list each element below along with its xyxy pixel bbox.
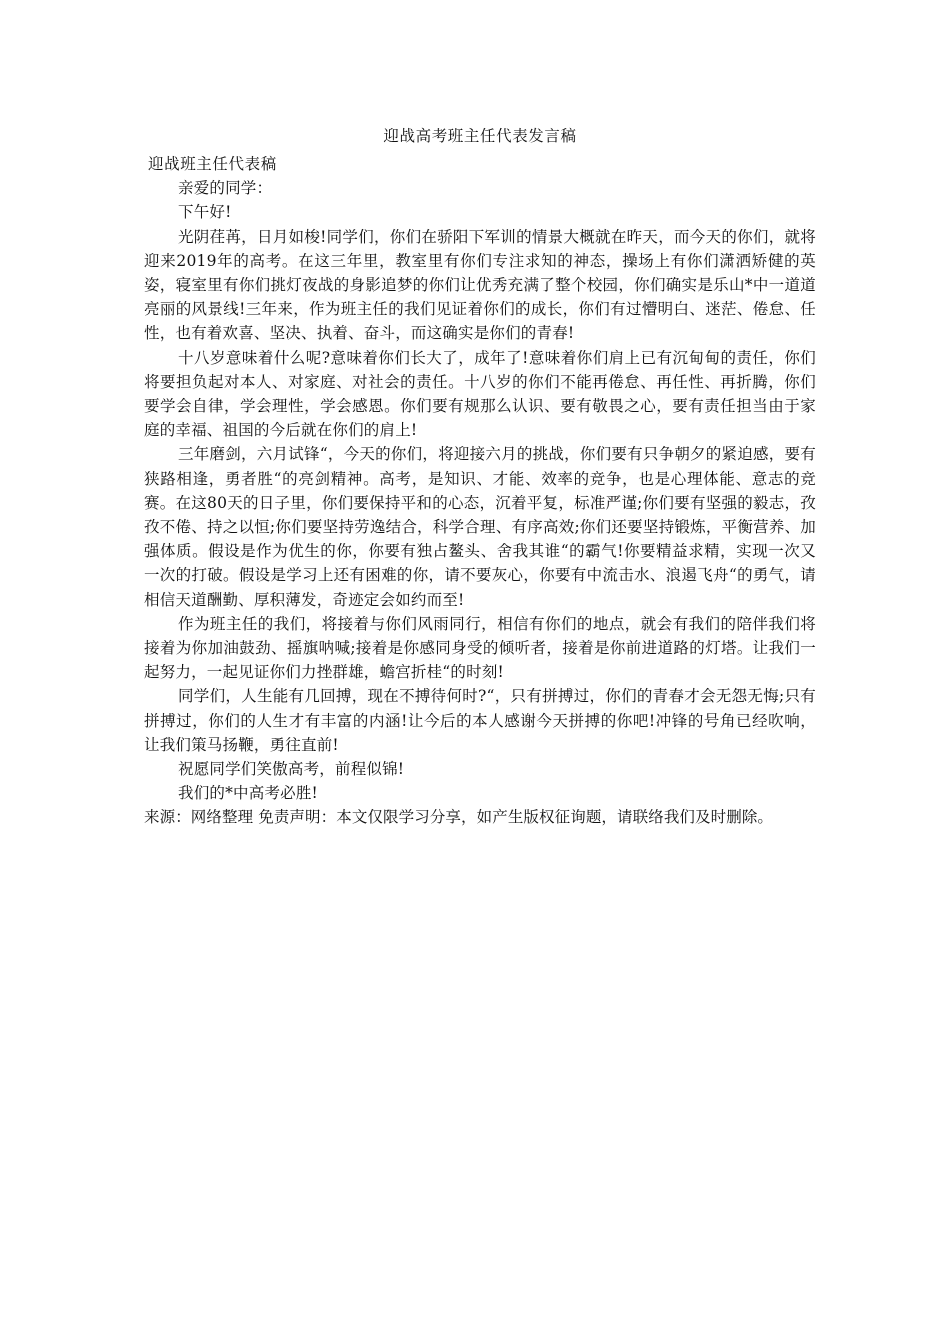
document-title: 迎战高考班主任代表发言稿 [383, 127, 577, 145]
paragraph-three-years: 三年磨剑，六月试锋“，今天的你们，将迎接六月的挑战，你们要有只争朝夕的紧迫感，要有狭路相逢，勇者胜“的亮剑精神。高考，是知识、才能、效率的竞争，也是心理体能、意志的竞赛。在这80天的日子里，你们要保持平和的心态，沉着平复，标准严谨;你们要有坚强的毅志，孜孜不倦、持之以恒;你们要坚持劳逸结合，科学合理、有序高效;你们还要坚持锻炼，平衡营养、加强体质。假设是作为优生的你，你要有独占鳌头、舍我其谁“的霸气!你要精益求精，实现一次又一次的打破。假设是学习上还有困难的你，请不要灰心，你要有中流击水、浪遏飞舟“的勇气，请相信天道酬勤、厚积薄发，奇迹定会如约而至! [144, 445, 816, 609]
source-disclaimer: 来源：网络整理 免责声明：本文仅限学习分享，如产生版权征询题，请联络我们及时删除。 [144, 808, 774, 827]
paragraph-teachers: 作为班主任的我们，将接着与你们风雨同行，相信有你们的地点，就会有我们的陪伴我们将接着为你加油鼓劲、摇旗呐喊;接着是你感同身受的倾听者，接着是你前进道路的灯塔。让我们一起努力，一起见证你们力挫群雄，蟾宫折桂“的时刻! [144, 614, 816, 682]
paragraph-wishes: 祝愿同学们笑傲高考，前程似锦! [178, 760, 405, 779]
paragraph-eighteen: 十八岁意味着什么呢?意味着你们长大了，成年了!意味着你们肩上已有沉甸甸的责任，你们将要担负起对本人、对家庭、对社会的责任。十八岁的你们不能再倦怠、再任性、再折腾，你们要学会自律，学会理性，学会感恩。你们要有规那么认识、要有敬畏之心，要有责任担当由于家庭的幸福、祖国的今后就在你们的肩上! [144, 348, 816, 440]
paragraph-students: 同学们，人生能有几回搏，现在不搏待何时?“，只有拼搏过，你们的青春才会无怨无悔;只有拼搏过，你们的人生才有丰富的内涵!让今后的本人感谢今天拼搏的你吧!冲锋的号角已经吹响，让我们策马扬鞭，勇往直前! [144, 687, 816, 754]
greeting: 亲爱的同学： [178, 179, 273, 198]
paragraph-time-flies: 光阴荏苒，日月如梭!同学们，你们在骄阳下军训的情景大概就在昨天，而今天的你们，就将迎来2019年的高考。在这三年里，教室里有你们专注求知的神态，操场上有你们潇洒矫健的英姿，寝室里有你们挑灯夜战的身影追梦的你们让优秀充满了整个校园，你们确实是乐山*中一道道亮丽的风景线!三年来，作为班主任的我们见证着你们的成长，你们有过懵明白、迷茫、倦怠、任性，也有着欢喜、坚决、执着、奋斗，而这确实是你们的青春! [144, 227, 816, 343]
salutation: 下午好! [178, 203, 232, 222]
paragraph-closing: 我们的*中高考必胜! [178, 784, 318, 803]
document-subtitle: 迎战班主任代表稿 [148, 155, 277, 173]
document-body [144, 124, 816, 830]
